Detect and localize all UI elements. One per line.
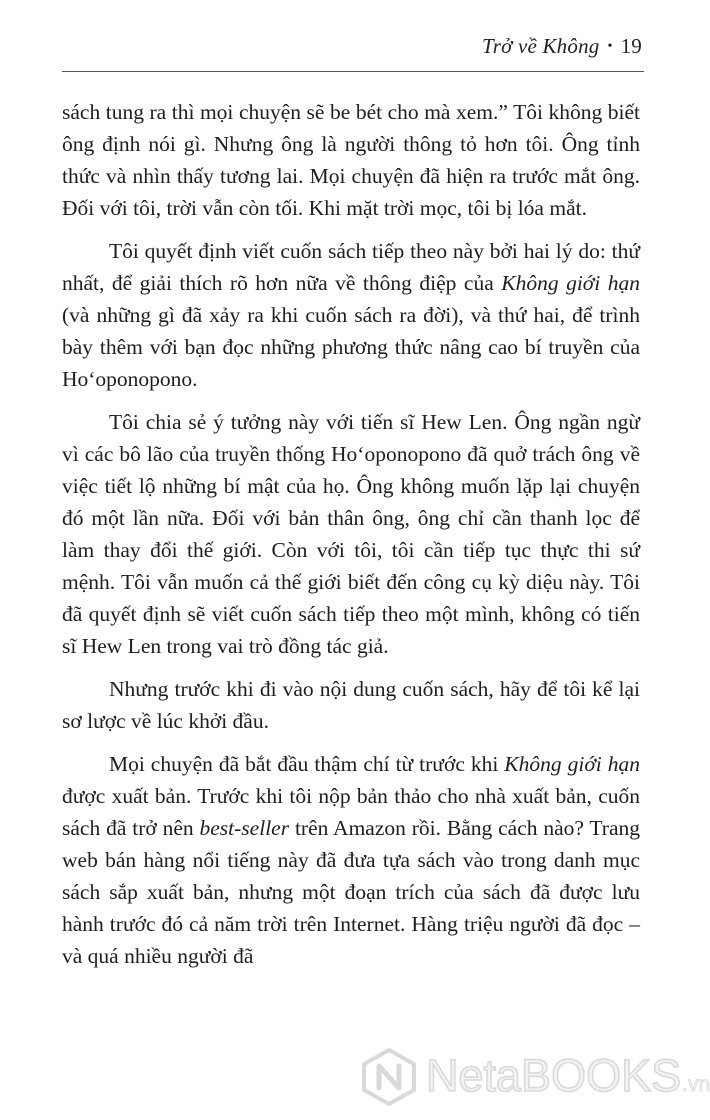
paragraph-4 bbox=[62, 673, 640, 737]
book-title-italic: Không giới hạn bbox=[501, 271, 640, 295]
header-rule bbox=[62, 71, 644, 72]
paragraph-4-text: Nhưng trước khi đi vào nội dung cuốn sách, hãy để tôi kể lại sơ lược về lúc khởi đầu. bbox=[62, 677, 640, 733]
paragraph-2-text-b: (và những gì đã xảy ra khi cuốn sách ra đời), và thứ hai, để trình bày thêm với bạn đọc những phương thức nâng cao bí truyền của Hoʻoponopono. bbox=[62, 303, 640, 391]
page-number: 19 bbox=[620, 34, 642, 58]
paragraph-2-text-a: Tôi quyết định viết cuốn sách tiếp theo này bởi hai lý do: thứ nhất, để giải thích rõ hơn nữa về thông điệp của bbox=[62, 239, 640, 295]
header-separator: • bbox=[607, 39, 613, 54]
paragraph-5-text-c: trên Amazon rồi. Bằng cách nào? Trang web bán hàng nổi tiếng này đã đưa tựa sách vào trong danh mục sách sắp xuất bản, nhưng một đoạn trích của sách đã được lưu hành trước đó cả năm trời trên Internet. Hàng triệu người đã đọc – và quá nhiều người đã bbox=[62, 816, 641, 968]
running-head bbox=[482, 34, 642, 59]
watermark-suffix: .vn bbox=[682, 1073, 710, 1096]
watermark-brand: NetaBOOKS bbox=[426, 1050, 682, 1101]
paragraph-3-text: Tôi chia sẻ ý tưởng này với tiến sĩ Hew Len. Ông ngần ngừ vì các bô lão của truyền thống Hoʻoponopono đã quở trách ông về việc tiết lộ những bí mật của họ. Ông không muốn lặp lại chuyện đó một lần nữa. Đối với bản thân ông, ông chỉ cần thanh lọc để làm thay đổi thế giới. Còn với tôi, tôi cần tiếp tục thực thi sứ mệnh. Tôi vẫn muốn cả thế giới biết đến công cụ kỳ diệu này. Tôi đã quyết định sẽ viết cuốn sách tiếp theo một mình, không có tiến sĩ Hew Len trong vai trò đồng tác giả. bbox=[62, 410, 640, 658]
body-text bbox=[62, 96, 640, 983]
netabooks-logo-icon bbox=[360, 1048, 418, 1106]
paragraph-5-text-b: được xuất bản. Trước khi tôi nộp bản thảo cho nhà xuất bản, cuốn sách đã trở nên bbox=[62, 784, 640, 840]
chapter-title: Trở về Không bbox=[482, 34, 600, 58]
paragraph-5 bbox=[62, 748, 640, 972]
best-seller-italic: best-seller bbox=[199, 816, 290, 840]
paragraph-2 bbox=[62, 235, 640, 395]
book-title-italic: Không giới hạn bbox=[504, 752, 640, 776]
paragraph-1-text: sách tung ra thì mọi chuyện sẽ be bét cho mà xem.” Tôi không biết ông định nói gì. Nhưng ông là người thông tỏ hơn tôi. Ông tỉnh thức và nhìn thấy tương lai. Mọi chuyện đã hiện ra trước mắt ông. Đối với tôi, trời vẫn còn tối. Khi mặt trời mọc, tôi bị lóa mắt. bbox=[62, 100, 640, 220]
watermark bbox=[360, 1042, 710, 1112]
paragraph-3 bbox=[62, 406, 640, 662]
paragraph-5-text-a: Mọi chuyện đã bắt đầu thậm chí từ trước khi bbox=[109, 752, 505, 776]
paragraph-1 bbox=[62, 96, 640, 224]
watermark-text bbox=[426, 1051, 710, 1110]
